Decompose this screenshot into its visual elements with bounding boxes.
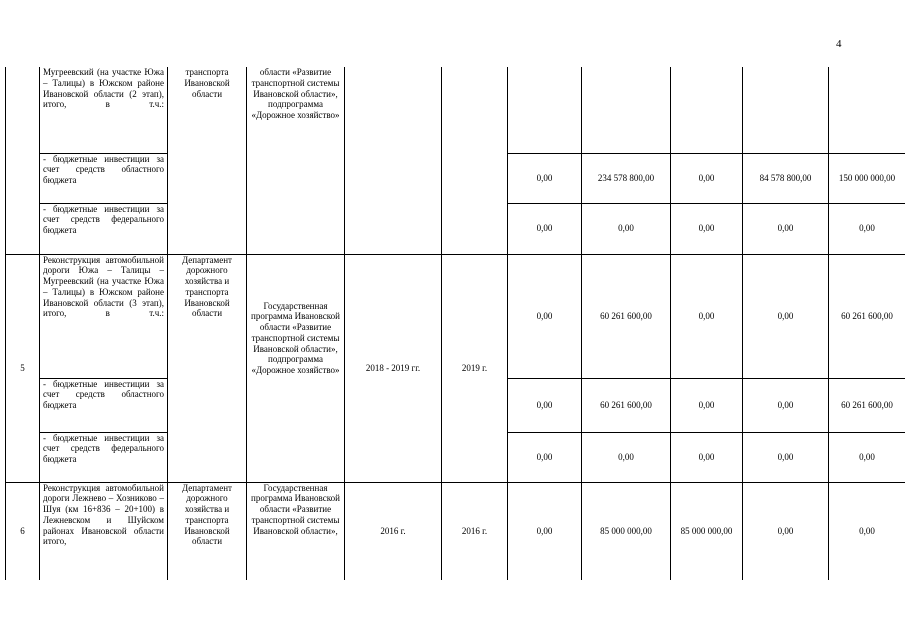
period-cell: 2016 г. [345, 482, 442, 580]
value-cell: 0,00 [743, 432, 829, 482]
year-cell [442, 67, 508, 254]
row-number-cell: 5 [6, 254, 40, 482]
row-number-cell [6, 67, 40, 254]
value-cell: 0,00 [829, 432, 905, 482]
value-cell: 0,00 [671, 203, 743, 254]
value-cell: 60 261 600,00 [829, 254, 905, 378]
value-cell: 150 000 000,00 [829, 153, 905, 203]
value-cell: 0,00 [508, 378, 582, 432]
value-cell [582, 67, 671, 153]
agency-cell: Департамент дорожного хозяйства и транспорта Ивановской области [168, 254, 247, 482]
value-cell: 0,00 [743, 254, 829, 378]
value-cell: 0,00 [743, 482, 829, 580]
value-cell: 84 578 800,00 [743, 153, 829, 203]
value-cell: 85 000 000,00 [582, 482, 671, 580]
value-cell: 60 261 600,00 [829, 378, 905, 432]
federal-budget-label: - бюджетные инвестиции за счет средств федерального бюджета [40, 432, 168, 482]
object-name-cell: Мугреевский (на участке Южа – Талицы) в Южском районе Ивановской области (2 этап), итого, в т.ч.: [40, 67, 168, 153]
value-cell: 0,00 [508, 432, 582, 482]
year-cell: 2016 г. [442, 482, 508, 580]
regional-budget-label: - бюджетные инвестиции за счет средств областного бюджета [40, 153, 168, 203]
program-cell: области «Развитие транспортной системы Ивановской области», подпрограмма «Дорожное хозяйство» [247, 67, 345, 254]
value-cell [671, 67, 743, 153]
value-cell: 0,00 [829, 203, 905, 254]
agency-cell: транспорта Ивановской области [168, 67, 247, 254]
value-cell: 0,00 [671, 378, 743, 432]
agency-cell: Департамент дорожного хозяйства и транспорта Ивановской области [168, 482, 247, 580]
object-name-cell: Реконструкция автомобильной дороги Лежнево – Хозниково – Шуя (км 16+836 – 20+100) в Лежневском и Шуйском районах Ивановской области итого, [40, 482, 168, 580]
object-name-cell: Реконструкция автомобильной дороги Южа – Талицы – Мугреевский (на участке Южа – Талицы) в Южском районе Ивановской области (3 этап), итого, в т.ч.: [40, 254, 168, 378]
value-cell: 0,00 [508, 254, 582, 378]
value-cell: 60 261 600,00 [582, 254, 671, 378]
regional-budget-label: - бюджетные инвестиции за счет средств областного бюджета [40, 378, 168, 432]
row-number-cell: 6 [6, 482, 40, 580]
value-cell [508, 67, 582, 153]
value-cell: 0,00 [829, 482, 905, 580]
year-cell: 2019 г. [442, 254, 508, 482]
table-row [6, 67, 905, 153]
value-cell: 85 000 000,00 [671, 482, 743, 580]
period-cell [345, 67, 442, 254]
value-cell: 0,00 [743, 203, 829, 254]
value-cell: 0,00 [582, 432, 671, 482]
value-cell: 0,00 [671, 153, 743, 203]
federal-budget-label: - бюджетные инвестиции за счет средств федерального бюджета [40, 203, 168, 254]
value-cell: 234 578 800,00 [582, 153, 671, 203]
table-row [6, 482, 905, 580]
program-cell: Государственная программа Ивановской области «Развитие транспортной системы Ивановской области», подпрограмма «Дорожное хозяйство» [247, 254, 345, 482]
page-number: 4 [836, 38, 842, 50]
investment-table [5, 67, 905, 580]
value-cell: 60 261 600,00 [582, 378, 671, 432]
value-cell: 0,00 [671, 254, 743, 378]
value-cell: 0,00 [508, 153, 582, 203]
value-cell: 0,00 [671, 432, 743, 482]
value-cell: 0,00 [582, 203, 671, 254]
value-cell: 0,00 [508, 203, 582, 254]
value-cell [743, 67, 829, 153]
period-cell: 2018 - 2019 гг. [345, 254, 442, 482]
program-cell: Государственная программа Ивановской области «Развитие транспортной системы Ивановской области», [247, 482, 345, 580]
value-cell: 0,00 [743, 378, 829, 432]
value-cell [829, 67, 905, 153]
table-row [6, 254, 905, 378]
value-cell: 0,00 [508, 482, 582, 580]
